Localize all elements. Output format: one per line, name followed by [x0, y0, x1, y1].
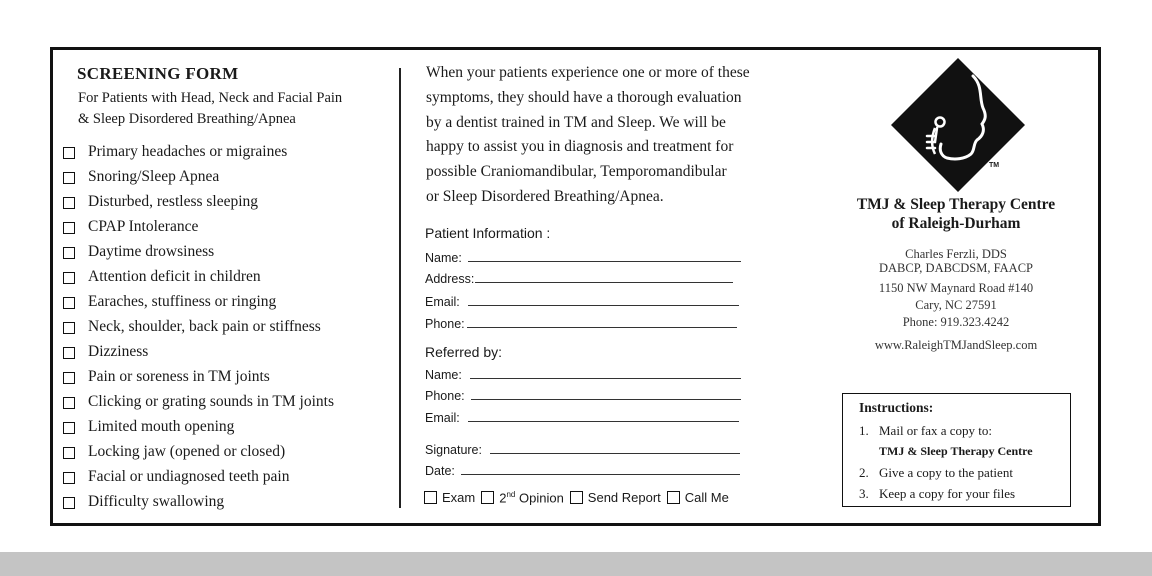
symptom-label: Facial or undiagnosed teeth pain [88, 467, 290, 485]
clinic-name [830, 195, 1082, 233]
symptom-checkbox[interactable] [63, 397, 75, 409]
clinic-name-line: TMJ & Sleep Therapy Centre [856, 196, 1056, 213]
symptom-label: Primary headaches or migraines [88, 142, 288, 160]
request-options [424, 490, 735, 505]
clinic-logo-icon [891, 58, 1025, 192]
field-label: Date: [425, 464, 455, 478]
symptom-label: Locking jaw (opened or closed) [88, 442, 286, 460]
symptom-item[interactable] [63, 389, 334, 414]
option-send-report[interactable] [570, 490, 661, 505]
symptom-label: Dizziness [88, 342, 149, 360]
exam-checkbox[interactable] [424, 491, 437, 504]
field-line[interactable] [461, 473, 740, 475]
intro-line: by a dentist trained in TM and Sleep. We will be [426, 113, 726, 131]
symptom-checkbox[interactable] [63, 372, 75, 384]
field-label: Name: [425, 368, 462, 382]
address-line: 1150 NW Maynard Road #140 [878, 281, 1034, 295]
field-line[interactable] [475, 281, 733, 283]
symptom-label: Earaches, stuffiness or ringing [88, 292, 277, 310]
field-line[interactable] [490, 452, 740, 454]
referrer-email-field[interactable] [425, 409, 739, 425]
field-label: Email: [425, 411, 460, 425]
patient-info-heading: Patient Information : [425, 225, 551, 241]
symptom-checkbox[interactable] [63, 297, 75, 309]
symptom-checkbox[interactable] [63, 347, 75, 359]
symptom-checkbox[interactable] [63, 172, 75, 184]
intro-paragraph [426, 61, 806, 210]
second-opinion-checkbox[interactable] [481, 491, 494, 504]
symptom-checkbox[interactable] [63, 472, 75, 484]
field-line[interactable] [468, 304, 739, 306]
instruction-target: TMJ & Sleep Therapy Centre [879, 444, 1033, 458]
ordinal-suffix: nd [506, 490, 516, 499]
symptom-item[interactable] [63, 189, 334, 214]
clinic-contact [830, 246, 1082, 354]
field-line[interactable] [467, 326, 737, 328]
symptom-item[interactable] [63, 164, 334, 189]
field-label: Phone: [425, 389, 465, 403]
field-label: Phone: [425, 317, 465, 331]
symptom-checkbox[interactable] [63, 247, 75, 259]
referred-heading: Referred by: [425, 344, 503, 360]
instruction-step [859, 420, 1033, 441]
symptom-item[interactable] [63, 464, 334, 489]
symptom-checkbox[interactable] [63, 222, 75, 234]
symptom-label: Pain or soreness in TM joints [88, 367, 270, 385]
instructions-box [842, 393, 1071, 507]
symptom-checklist [63, 139, 334, 514]
instruction-step [859, 483, 1033, 504]
intro-line: When your patients experience one or more of these [426, 64, 750, 81]
symptom-item[interactable] [63, 214, 334, 239]
symptom-item[interactable] [63, 489, 334, 514]
footer-bar [0, 552, 1152, 576]
step-number: 2. [859, 465, 869, 480]
intro-line: happy to assist you in diagnosis and treatment for [426, 138, 734, 156]
instructions-title: Instructions: [859, 400, 934, 415]
symptom-checkbox[interactable] [63, 322, 75, 334]
symptom-checkbox[interactable] [63, 447, 75, 459]
option-call-me[interactable] [667, 490, 729, 505]
call-me-checkbox[interactable] [667, 491, 680, 504]
symptom-checkbox[interactable] [63, 497, 75, 509]
symptom-label: Disturbed, restless sleeping [88, 192, 259, 210]
subtitle-line: For Patients with Head, Neck and Facial Pain [78, 90, 343, 106]
symptom-label: Attention deficit in children [88, 267, 261, 285]
date-field[interactable] [425, 462, 740, 478]
symptom-item[interactable] [63, 289, 334, 314]
option-label: Call Me [684, 490, 729, 506]
step-number: 1. [859, 423, 869, 438]
column-divider [399, 68, 401, 508]
symptom-checkbox[interactable] [63, 147, 75, 159]
intro-line: symptoms, they should have a thorough evaluation [426, 88, 742, 106]
field-label: Email: [425, 295, 460, 309]
field-line[interactable] [470, 377, 741, 379]
symptom-item[interactable] [63, 414, 334, 439]
step-number: 3. [859, 486, 869, 501]
symptom-item[interactable] [63, 364, 334, 389]
phone-number: Phone: 919.323.4242 [902, 315, 1010, 329]
trademark-mark: TM [989, 162, 1000, 169]
symptom-label: Clicking or grating sounds in TM joints [88, 392, 334, 410]
symptom-item[interactable] [63, 314, 334, 339]
doctor-credentials: DABCP, DABCDSM, FAACP [879, 261, 1033, 275]
patient-name-field[interactable] [425, 249, 741, 265]
doctor-name: Charles Ferzli, DDS [905, 247, 1007, 261]
option-exam[interactable] [424, 490, 475, 505]
intro-line: or Sleep Disordered Breathing/Apnea. [426, 187, 664, 205]
symptom-item[interactable] [63, 339, 334, 364]
form-title: SCREENING FORM [77, 64, 239, 83]
symptom-label: Neck, shoulder, back pain or stiffness [88, 317, 321, 335]
symptom-item[interactable] [63, 239, 334, 264]
symptom-checkbox[interactable] [63, 197, 75, 209]
symptom-item[interactable] [63, 264, 334, 289]
referrer-phone-field[interactable] [425, 387, 741, 403]
patient-email-field[interactable] [425, 293, 739, 309]
subtitle-line: & Sleep Disordered Breathing/Apnea [78, 111, 296, 127]
website-link[interactable]: www.RaleighTMJandSleep.com [874, 338, 1038, 352]
step-text: Give a copy to the patient [879, 465, 1013, 480]
address-line: Cary, NC 27591 [915, 298, 997, 312]
symptom-item[interactable] [63, 139, 334, 164]
field-label: Signature: [425, 443, 482, 457]
ordinal-number: 2 [499, 490, 507, 506]
patient-phone-field[interactable] [425, 315, 737, 331]
symptom-label: Limited mouth opening [88, 417, 235, 435]
symptom-label: Snoring/Sleep Apnea [88, 167, 220, 185]
field-line[interactable] [468, 420, 739, 422]
signature-field[interactable] [425, 441, 740, 457]
symptom-checkbox[interactable] [63, 272, 75, 284]
referrer-name-field[interactable] [425, 366, 741, 382]
symptom-label: Daytime drowsiness [88, 242, 215, 260]
instructions-list [859, 420, 1033, 504]
symptom-label: Difficulty swallowing [88, 492, 225, 510]
instruction-step [859, 462, 1033, 483]
symptom-item[interactable] [63, 439, 334, 464]
send-report-checkbox[interactable] [570, 491, 583, 504]
field-line[interactable] [471, 398, 741, 400]
symptom-label: CPAP Intolerance [88, 217, 199, 235]
field-label: Address: [425, 272, 475, 286]
step-text: Mail or fax a copy to: [879, 423, 992, 438]
patient-address-field[interactable] [425, 270, 733, 286]
option-second-opinion[interactable] [481, 490, 564, 505]
field-line[interactable] [468, 260, 741, 262]
option-text: Opinion [515, 490, 564, 506]
form-subtitle [78, 88, 342, 130]
clinic-name-line: of Raleigh-Durham [891, 215, 1021, 232]
field-label: Name: [425, 251, 462, 265]
option-label: Exam [442, 490, 476, 506]
symptom-checkbox[interactable] [63, 422, 75, 434]
option-label [499, 490, 564, 505]
intro-line: possible Craniomandibular, Temporomandibular [426, 163, 727, 181]
option-label: Send Report [587, 490, 661, 506]
step-text: Keep a copy for your files [879, 486, 1016, 501]
